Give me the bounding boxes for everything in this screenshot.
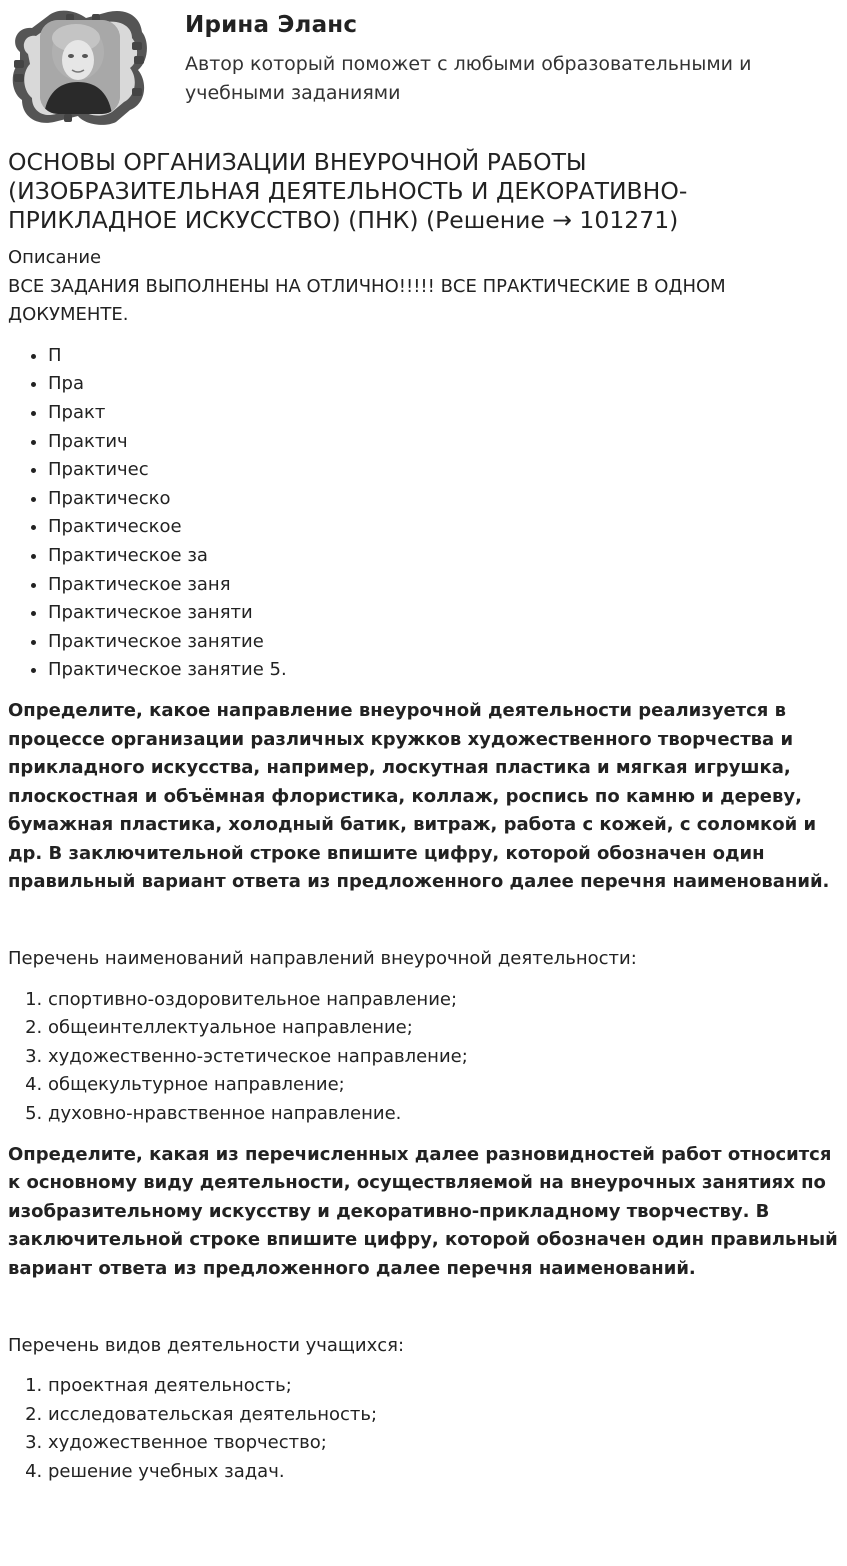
list-item: • Практическое заня [48,571,840,600]
author-card [8,8,838,128]
list-item: • Практ [48,399,840,428]
list-item: 2. исследовательская деятельность; [48,1401,840,1430]
options-intro-2: Перечень видов деятельности учащихся: [8,1334,405,1356]
list-item: • Практич [48,428,840,457]
author-name[interactable]: Ирина Эланс [185,12,358,38]
list-item: • Практическое [48,513,840,542]
list-item: 4. общекультурное направление; [48,1071,840,1100]
spacer [8,1284,840,1332]
question-2: Определите, какая из перечисленных далее разновидностей работ относится к основному виду деятельности, осуществляемой на внеурочных занятиях по изобразительному искусству и декоративно-прикладному творчеству. В заключительной строке впишите цифру, которой обозначен один правильный вариант ответа из предложенного далее перечня наименований. [8,1143,838,1279]
author-avatar[interactable] [8,8,150,126]
author-description: Автор который поможет с любыми образовательными и учебными заданиями [185,53,752,104]
list-item: 4. решение учебных задач. [48,1458,840,1487]
list-item: • Практическое занятие 5. [48,656,840,685]
list-item: • Практическое занятие [48,628,840,657]
page-title: ОСНОВЫ ОРГАНИЗАЦИИ ВНЕУРОЧНОЙ РАБОТЫ (ИЗОБРАЗИТЕЛЬНАЯ ДЕЯТЕЛЬНОСТЬ И ДЕКОРАТИВНО-ПРИКЛАДНОЕ ИСКУССТВО) (ПНК) (Решение → 101271) [8,148,688,234]
list-item: • Пра [48,370,840,399]
list-item: 1. проектная деятельность; [48,1372,840,1401]
options-intro-1: Перечень наименований направлений внеурочной деятельности: [8,948,637,970]
options-list-1 [8,986,840,1129]
list-item: • Практическое за [48,542,840,571]
list-item: • Практичес [48,456,840,485]
question-1: Определите, какое направление внеурочной деятельности реализуется в процессе организации различных кружков художественного творчества и прикладного искусства, например, лоскутная пластика и мягкая игрушка, плоскостная и объёмная флористика, коллаж, роспись по камню и дереву, бумажная пластика, холодный батик, витраж, работа с кожей, с соломкой и др. В заключительной строке впишите цифру, которой обозначен один правильный вариант ответа из предложенного далее перечня наименований. [8,699,830,893]
spacer [8,897,840,945]
list-item: • Практическо [48,485,840,514]
list-item: • П [48,342,840,371]
list-item: 2. общеинтеллектуальное направление; [48,1014,840,1043]
list-item: 3. художественно-эстетическое направление; [48,1043,840,1072]
practical-list [8,342,840,685]
list-item: 5. духовно-нравственное направление. [48,1100,840,1129]
description-section [8,244,840,1499]
description-text: ВСЕ ЗАДАНИЯ ВЫПОЛНЕНЫ НА ОТЛИЧНО!!!!! ВСЕ ПРАКТИЧЕСКИЕ В ОДНОМ ДОКУМЕНТЕ. [8,275,726,326]
description-label: Описание [8,247,102,268]
options-list-2 [8,1372,840,1486]
list-item: 1. спортивно-оздоровительное направление; [48,986,840,1015]
list-item: • Практическое заняти [48,599,840,628]
list-item: 3. художественное творчество; [48,1429,840,1458]
